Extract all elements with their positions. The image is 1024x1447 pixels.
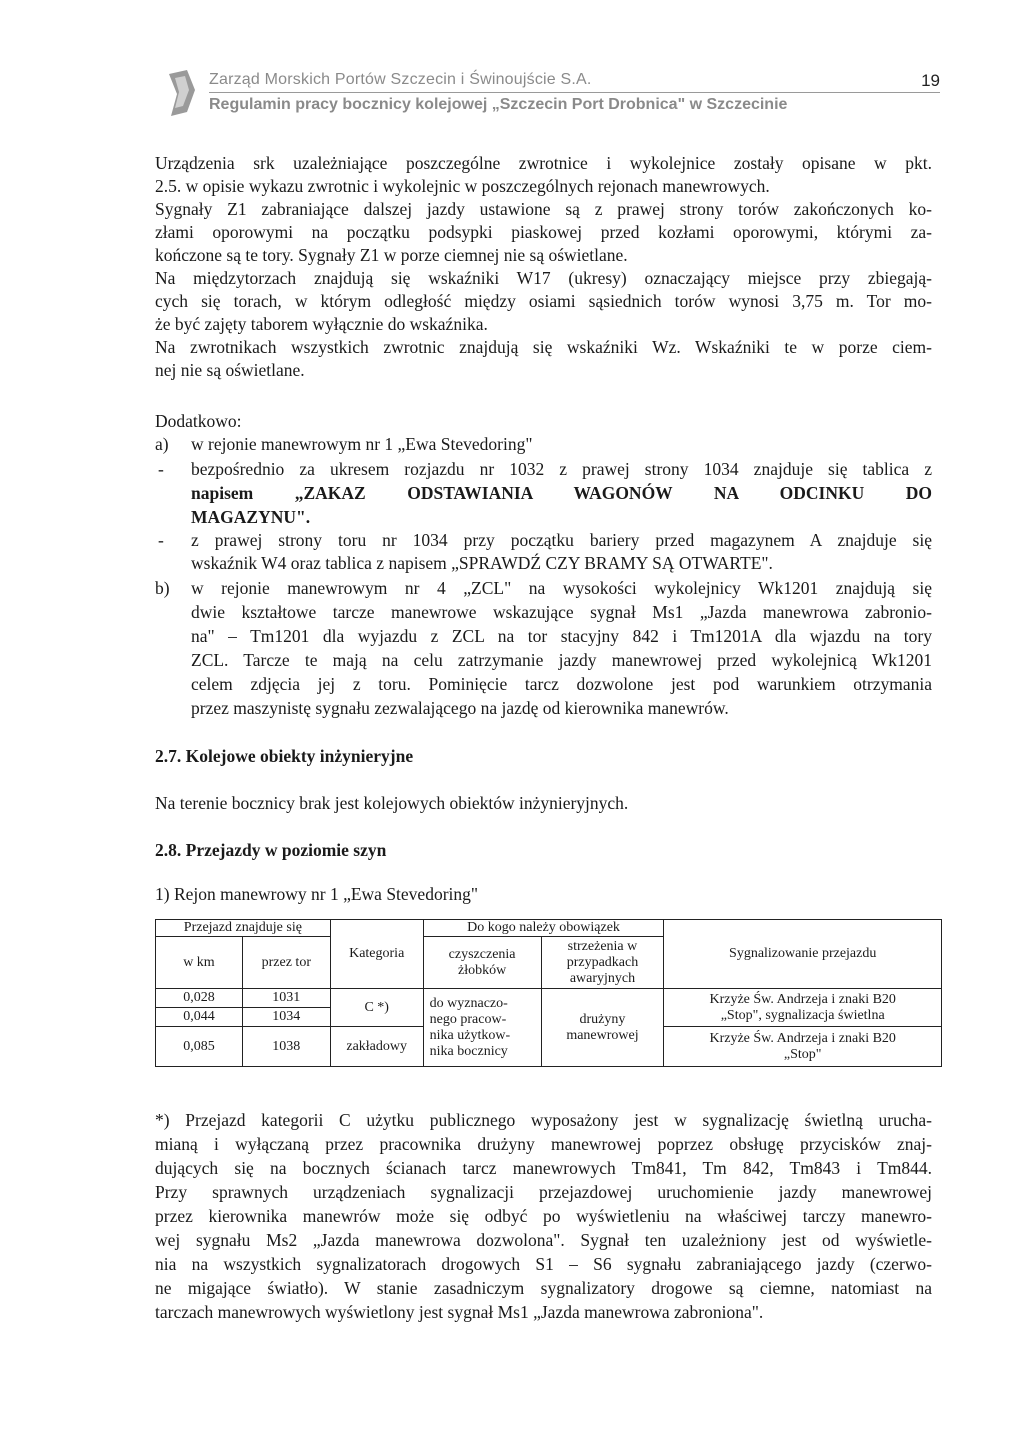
table-cell: 1031 [242,989,330,1008]
table-cell-line: Krzyże Św. Andrzeja i znaki B20 [709,991,896,1007]
list-item-b-line: celem zdjęcia jej z toru. Pominięcie tarcz dozwolone jest pod warunkiem otrzymania [191,674,932,694]
company-name: Zarząd Morskich Portów Szczecin i Świnoujście S.A. [209,71,592,88]
paragraph-line: złami oporowymi na początku podsypki piaskowej przed kozłami oporowymi, którymi za- [155,222,932,242]
company-logo-icon [165,68,201,118]
table-header: Przejazd znajduje się [156,920,331,937]
footnote-line: mianą i wyłączaną przez pracownika drużyny manewrowej poprzez obsługę przycisków znaj- [155,1134,932,1154]
list-marker-a: a) [155,434,169,454]
dash-item-line: napisem „ZAKAZ ODSTAWIANIA WAGONÓW NA ODCINKU DO [191,483,932,503]
table-cell-line: „Stop" [783,1046,822,1062]
page-number: 19 [921,71,940,90]
footnote-line: dujących się na bocznych ścianach tarcz manewrowych Tm841, Tm 842, Tm843 i Tm844. [155,1158,932,1178]
list-marker-b: b) [155,578,170,598]
table-cell-line: do wyznaczo- [429,995,508,1011]
list-item-b-line: przez maszynistę sygnału zezwalającego na jazdę od kierownika manewrów. [191,698,729,718]
table-cell-line: drużyny [579,1011,626,1027]
table-cell-line: „Stop", sygnalizacja świetlna [720,1007,885,1023]
table-cell: 0,028 [156,989,243,1008]
table-header: czyszczenia żłobków [423,937,541,989]
dash-marker: - [158,459,164,479]
list-item-b-line: ZCL. Tarcze te mają na celu zatrzymanie jazdy manewrowej przed wykolejnicą Wk1201 [191,650,932,670]
table-cell: 1034 [242,1008,330,1027]
footnote-line: *) Przejazd kategorii C użytku publicznego wyposażony jest w sygnalizację świetlną urucha- [155,1110,932,1130]
table-header: strzeżenia w przypadkach awaryjnych [541,937,664,989]
dash-item-line: MAGAZYNU". [191,507,311,527]
footnote-line: tarczach manewrowych wyświetlony jest sygnał Ms1 „Jazda manewrowa zabroniona". [155,1302,764,1322]
paragraph-line: cych się torach, w którym odległość między osiami sąsiednich torów wynosi 3,75 m. Tor mo- [155,291,932,311]
section-2-7-text: Na terenie bocznicy brak jest kolejowych obiektów inżynieryjnych. [155,793,629,813]
crossings-table [155,919,942,1067]
table-cell-line: Krzyże Św. Andrzeja i znaki B20 [709,1030,896,1046]
list-item-b-line: na" – Tm1201 dla wyjazdu z ZCL na tor stacyjny 842 i Tm1201A dla wjazdu na tory [191,626,932,646]
table-header: Kategoria [330,920,423,989]
table-header: w km [156,937,243,989]
footnote-line: Przy sprawnych urządzeniach sygnalizacji przejazdowej uruchomienie jazdy manewrowej [155,1182,932,1202]
document-subtitle: Regulamin pracy bocznicy kolejowej „Szczecin Port Drobnica" w Szczecinie [209,96,788,113]
table-cell-line: manewrowej [566,1027,639,1043]
table-cell: 0,085 [156,1027,243,1067]
paragraph-line: Na międzytorzach znajdują się wskaźniki W17 (ukresy) oznaczający miejsce przy zbiegają- [155,268,932,288]
table-cell-strzezenia [541,989,664,1067]
table-header: Sygnalizowanie przejazdu [664,920,942,989]
paragraph-line: nej nie są oświetlane. [155,360,305,380]
table-cell-sygnalizowanie [664,1027,942,1067]
rejon-heading: 1) Rejon manewrowy nr 1 „Ewa Stevedoring" [155,884,479,904]
list-item-b-line: w rejonie manewrowym nr 4 „ZCL" na wysokości wykolejnicy Wk1201 znajdują się [191,578,932,598]
footnote-line: wej sygnału Ms2 „Jazda manewrowa dozwolona". Sygnał ten uzależniony jest od wyświetle- [155,1230,932,1250]
table-cell: 0,044 [156,1008,243,1027]
section-heading-2-8: 2.8. Przejazdy w poziomie szyn [155,840,387,860]
dash-item-line: wskaźnik W4 oraz tablica z napisem „SPRAWDŹ CZY BRAMY SĄ OTWARTE". [191,553,773,573]
list-item-a-text: w rejonie manewrowym nr 1 „Ewa Stevedoring" [191,434,533,454]
dash-marker: - [158,530,164,550]
list-item-b-line: dwie kształtowe tarcze manewrowe wskazujące sygnał Ms1 „Jazda manewrowa zabronio- [191,602,932,622]
table-cell-line: nego pracow- [429,1011,507,1027]
paragraph-line: że być zajęty taborem wyłącznie do wskaźnika. [155,314,488,334]
footnote-line: ne migające światło). W stanie zasadniczym sygnalizatory drogowe są ciemne, natomiast na [155,1278,932,1298]
table-header: przez tor [242,937,330,989]
paragraph-line: kończone są te tory. Sygnały Z1 w porze ciemnej nie są oświetlane. [155,245,628,265]
paragraph-line: Na zwrotnikach wszystkich zwrotnic znajdują się wskaźniki Wz. Wskaźniki te w porze ciem- [155,337,932,357]
table-cell-sygnalizowanie [664,989,942,1027]
section-heading-2-7: 2.7. Kolejowe obiekty inżynieryjne [155,746,414,766]
paragraph-line: Sygnały Z1 zabraniające dalszej jazdy ustawione są z prawej strony torów zakończonych ko- [155,199,932,219]
table-cell: zakładowy [330,1027,423,1067]
page-header [165,64,940,124]
paragraph-line: 2.5. w opisie wykazu zwrotnic i wykolejnic w poszczególnych rejonach manewrowych. [155,176,770,196]
table-cell-czyszczenia [423,989,541,1067]
header-rule [209,92,940,93]
table-cell-line: nika bocznicy [429,1043,508,1059]
footnote-line: nia na wszystkich sygnalizatorach drogowych S1 – S6 sygnału zabraniającego jazdy (czerwo- [155,1254,932,1274]
dash-item-line: z prawej strony toru nr 1034 przy początku bariery przed magazynem A znajduje się [191,530,932,550]
table-header: Do kogo należy obowiązek [423,920,664,937]
table-cell-line: nika użytkow- [429,1027,511,1043]
dash-item-line: bezpośrednio za ukresem rozjazdu nr 1032 z prawej strony 1034 znajduje się tablica z [191,459,932,479]
table-cell: 1038 [242,1027,330,1067]
paragraph-line: Urządzenia srk uzależniające poszczególne zwrotnice i wykolejnice zostały opisane w pkt. [155,153,932,173]
footnote-line: przez kierownika manewrów może się odbyć po wyświetleniu na właściwej tarczy manewro- [155,1206,932,1226]
table-cell: C *) [330,989,423,1027]
dodatkowo-label: Dodatkowo: [155,411,242,431]
